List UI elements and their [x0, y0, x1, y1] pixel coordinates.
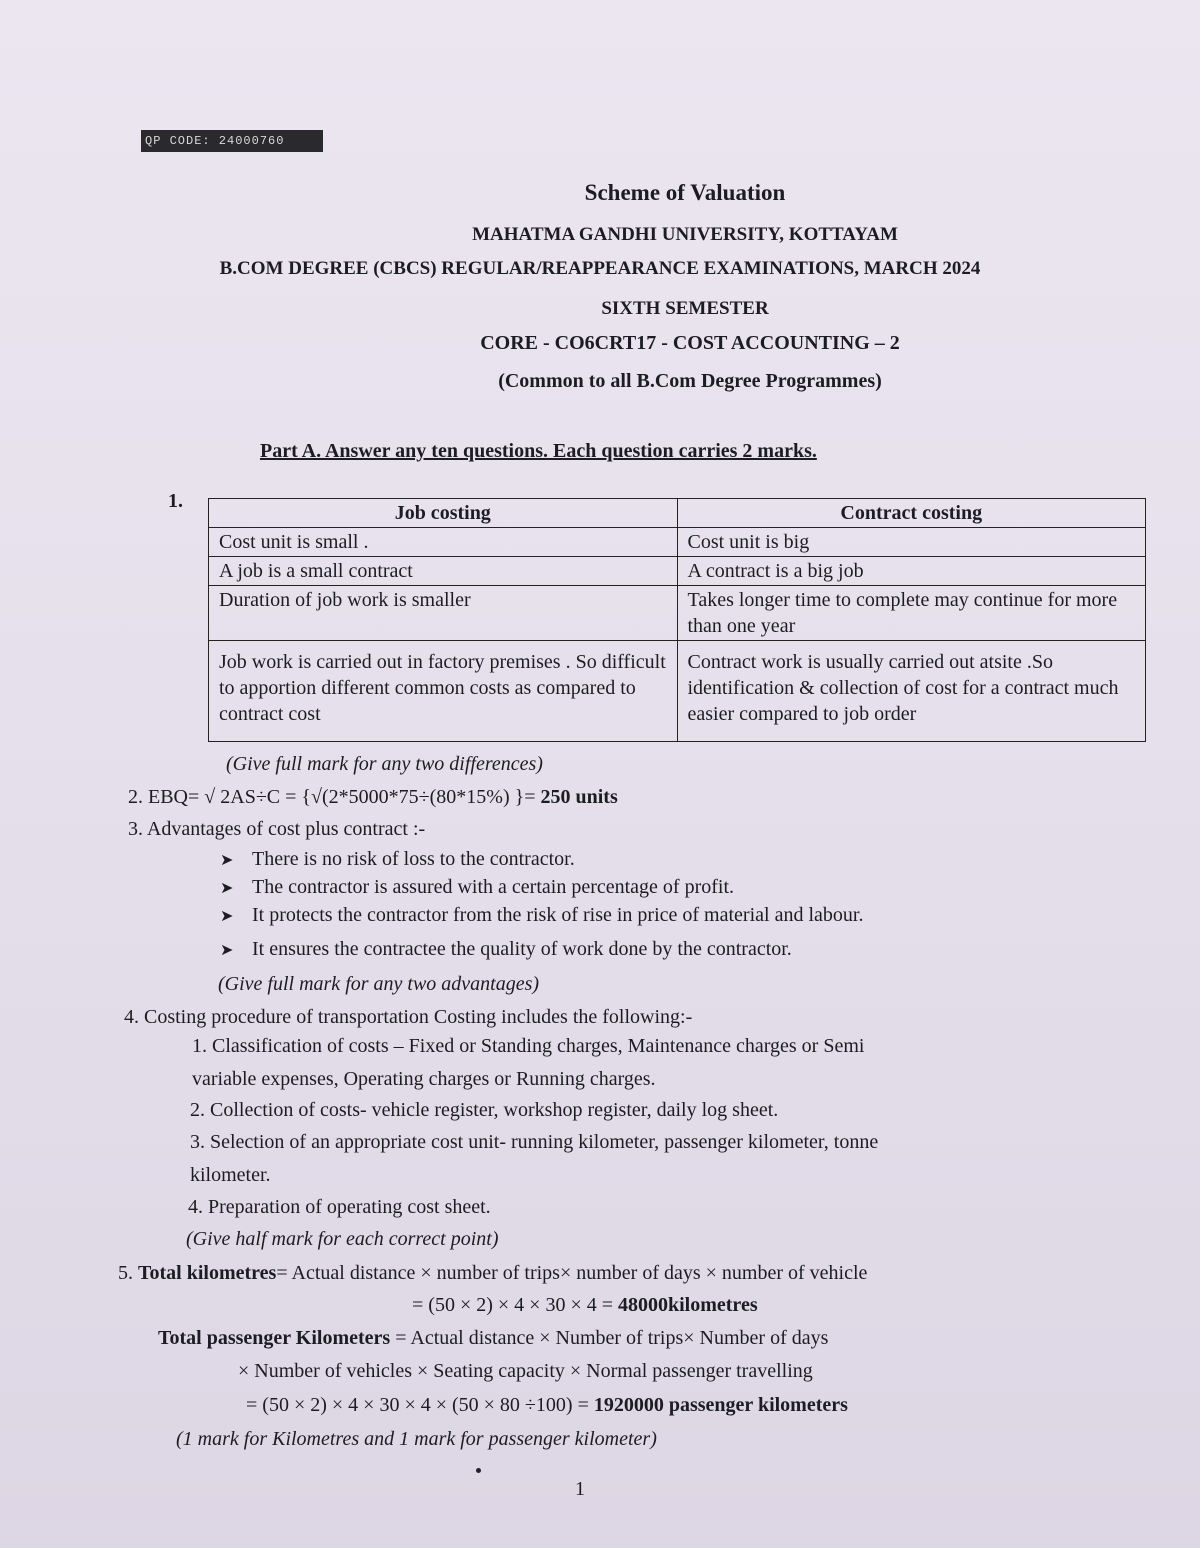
passenger-km-label: Total passenger Kilometers	[158, 1327, 391, 1349]
list-item-text: There is no risk of loss to the contractor.	[252, 848, 575, 870]
question-4-heading: Costing procedure of transportation Costing includes the following:-	[144, 1006, 693, 1028]
table-header-row	[209, 499, 1146, 528]
list-item-text: It protects the contractor from the risk of rise in price of material and labour.	[252, 904, 864, 926]
ink-dot	[476, 1468, 481, 1473]
ebq-answer: 250 units	[540, 786, 618, 808]
question-5	[118, 1262, 867, 1285]
comparison-table	[208, 498, 1146, 742]
arrow-bullet-icon: ➤	[220, 852, 234, 869]
q4-point-4: 4. Preparation of operating cost sheet.	[188, 1196, 491, 1218]
list-item	[220, 848, 575, 871]
table-row	[209, 557, 1146, 586]
table-cell: Cost unit is small .	[209, 528, 678, 557]
passenger-km-formula-a: = Actual distance × Number of trips× Number of days	[395, 1327, 829, 1349]
question-4	[124, 1006, 692, 1029]
list-item	[220, 938, 792, 961]
q4-point-3b: kilometer.	[190, 1164, 271, 1186]
q1-marking-note: (Give full mark for any two differences)	[226, 753, 543, 775]
passenger-km-calculation	[246, 1394, 848, 1417]
table-cell: Takes longer time to complete may continue for more than one year	[677, 586, 1146, 641]
table-cell: A contract is a big job	[677, 557, 1146, 586]
arrow-bullet-icon: ➤	[220, 942, 234, 959]
q4-marking-note: (Give half mark for each correct point)	[186, 1228, 499, 1250]
document-title: Scheme of Valuation	[584, 180, 786, 205]
exam-name: B.COM DEGREE (CBCS) REGULAR/REAPPEARANCE EXAMINATIONS, MARCH 2024	[219, 258, 981, 279]
page-number: 1	[575, 1478, 585, 1500]
question-3-number: 3.	[128, 818, 143, 840]
q4-point-2: 2. Collection of costs- vehicle register, workshop register, daily log sheet.	[190, 1099, 779, 1121]
question-4-number: 4.	[124, 1006, 139, 1028]
passenger-km-formula-b: × Number of vehicles × Seating capacity × Normal passenger travelling	[238, 1360, 813, 1382]
total-km-calculation	[412, 1294, 758, 1317]
passenger-km-answer: 1920000 passenger kilometers	[593, 1394, 848, 1416]
q5-marking-note: (1 mark for Kilometres and 1 mark for passenger kilometer)	[176, 1428, 657, 1450]
course-code: CORE - CO6CRT17 - COST ACCOUNTING – 2	[480, 332, 900, 354]
question-5-number: 5.	[118, 1262, 133, 1284]
table-row	[209, 528, 1146, 557]
qp-code-stamp: QP CODE: 24000760	[141, 130, 323, 152]
question-3	[128, 818, 425, 841]
total-km-calc-text: = (50 × 2) × 4 × 30 × 4 =	[412, 1294, 613, 1316]
table-cell: Duration of job work is smaller	[209, 586, 678, 641]
question-3-heading: Advantages of cost plus contract :-	[146, 818, 426, 840]
part-a-heading: Part A. Answer any ten questions. Each question carries 2 marks.	[260, 440, 817, 462]
table-cell: Cost unit is big	[677, 528, 1146, 557]
list-item-text: The contractor is assured with a certain percentage of profit.	[252, 876, 735, 898]
list-item	[220, 904, 863, 927]
table-cell: A job is a small contract	[209, 557, 678, 586]
total-km-label: Total kilometres	[138, 1262, 277, 1284]
table-cell: Job work is carried out in factory premises . So difficult to apportion different common costs as compared to contract cost	[209, 641, 678, 742]
q3-marking-note: (Give full mark for any two advantages)	[218, 973, 540, 995]
header-contract-costing: Contract costing	[677, 499, 1146, 528]
header-job-costing: Job costing	[209, 499, 678, 528]
list-item-text: It ensures the contractee the quality of work done by the contractor.	[252, 938, 792, 960]
passenger-km-calc-text: = (50 × 2) × 4 × 30 × 4 × (50 × 80 ÷100) =	[246, 1394, 589, 1416]
total-km-answer: 48000kilometres	[618, 1294, 758, 1316]
table-row	[209, 641, 1146, 742]
table-row	[209, 586, 1146, 641]
common-note: (Common to all B.Com Degree Programmes)	[498, 370, 882, 392]
q4-point-1b: variable expenses, Operating charges or Running charges.	[192, 1068, 656, 1090]
list-item	[220, 876, 734, 899]
semester: SIXTH SEMESTER	[601, 298, 769, 319]
question-2	[128, 786, 618, 809]
total-km-formula: = Actual distance × number of trips× number of days × number of vehicle	[276, 1262, 868, 1284]
question-1-number: 1.	[168, 490, 183, 512]
q4-point-3a: 3. Selection of an appropriate cost unit- running kilometer, passenger kilometer, tonne	[190, 1131, 879, 1153]
arrow-bullet-icon: ➤	[220, 908, 234, 925]
q4-point-1a: 1. Classification of costs – Fixed or Standing charges, Maintenance charges or Semi	[192, 1035, 865, 1057]
university-name: MAHATMA GANDHI UNIVERSITY, KOTTAYAM	[472, 224, 898, 245]
question-2-number: 2.	[128, 786, 143, 808]
table-cell: Contract work is usually carried out atsite .So identification & collection of cost for a contract much easier compared to job order	[677, 641, 1146, 742]
ebq-formula: EBQ= √ 2AS÷C = {√(2*5000*75÷(80*15%) }=	[148, 786, 536, 808]
passenger-km-formula-line	[158, 1327, 828, 1350]
arrow-bullet-icon: ➤	[220, 880, 234, 897]
